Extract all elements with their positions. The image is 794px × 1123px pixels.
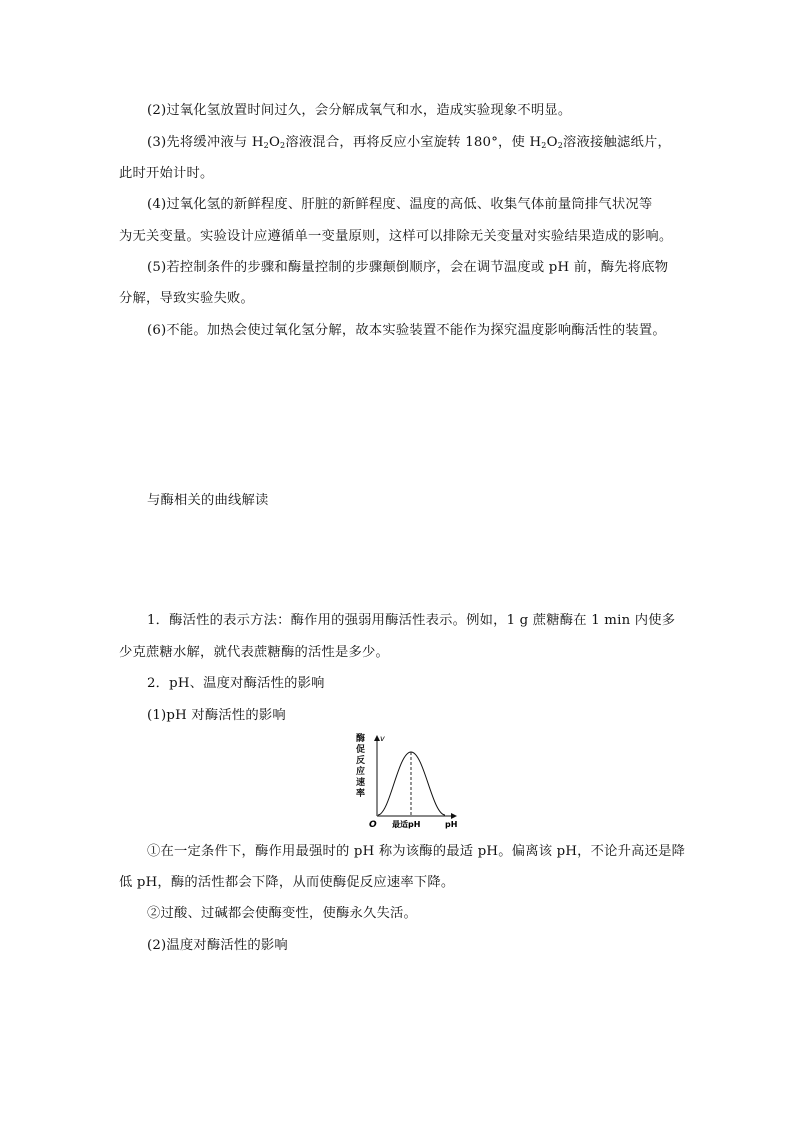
p3-part-b: O — [268, 135, 281, 150]
p3-line-2: 此时开始计时。 — [119, 166, 214, 181]
y-label-char: 酶 — [356, 734, 366, 744]
p3-part-e: 溶液接触滤纸片， — [562, 135, 671, 150]
c2-line: ②过酸、过碱都会使酶变性，使酶永久失活。 — [147, 906, 417, 921]
section-heading: 与酶相关的曲线解读 — [147, 493, 269, 508]
q2-1-line: (1)pH 对酶活性的影响 — [147, 708, 286, 723]
subscript-2: 2 — [541, 141, 547, 150]
subscript-2: 2 — [263, 141, 269, 150]
v-label: v — [380, 734, 385, 743]
p3-part-a: (3)先将缓冲液与 H — [147, 135, 264, 150]
q2-line: 2．pH、温度对酶活性的影响 — [147, 676, 325, 691]
subscript-2: 2 — [280, 141, 286, 150]
q1-line-2: 少克蔗糖水解，就代表蔗糖酶的活性是多少。 — [119, 645, 389, 660]
p6-line: (6)不能。加热会使过氧化氢分解，故本实验装置不能作为探究温度影响酶活性的装置。 — [147, 323, 666, 338]
p4-line-1: (4)过氧化氢的新鲜程度、肝脏的新鲜程度、温度的高低、收集气体前量筒排气状况等 — [147, 197, 653, 212]
q1-line-1: 1．酶活性的表示方法：酶作用的强弱用酶活性表示。例如，1 g 蔗糖酶在 1 min 内使多 — [147, 613, 676, 628]
p4-line-2: 为无关变量。实验设计应遵循单一变量原则，这样可以排除无关变量对实验结果造成的影响。 — [119, 229, 673, 244]
p3-part-c: 溶液混合，再将反应小室旋转 180°，使 H — [285, 135, 542, 150]
p2-line: (2)过氧化氢放置时间过久，会分解成氧气和水，造成实验现象不明显。 — [147, 103, 572, 118]
c1-line-2: 低 pH，酶的活性都会下降，从而使酶促反应速率下降。 — [119, 875, 455, 890]
p5-line-1: (5)若控制条件的步骤和酶量控制的步骤颠倒顺序，会在调节温度或 pH 前，酶先将底物 — [147, 260, 669, 275]
subscript-2: 2 — [557, 141, 563, 150]
y-label-char: 反 — [356, 756, 366, 766]
p3-line — [147, 134, 707, 155]
optimum-ph-label: 最适pH — [392, 820, 421, 829]
x-axis-label: pH — [445, 820, 458, 829]
c1-line-1: ①在一定条件下，酶作用最强时的 pH 称为该酶的最适 pH。偏离该 pH，不论升高还是降 — [147, 844, 686, 859]
origin-label: O — [369, 820, 377, 830]
y-label-char: 率 — [356, 789, 366, 799]
p3-part-d: O — [546, 135, 558, 150]
q2-2-line: (2)温度对酶活性的影响 — [147, 938, 288, 953]
y-label-char: 促 — [356, 745, 366, 755]
y-label-char: 应 — [356, 767, 366, 777]
y-axis-label — [356, 732, 365, 799]
ph-enzyme-curve-figure — [356, 732, 462, 832]
p5-line-2: 分解，导致实验失败。 — [119, 291, 254, 306]
y-label-char: 速 — [356, 778, 366, 788]
enzyme-rate-curve — [378, 752, 445, 815]
